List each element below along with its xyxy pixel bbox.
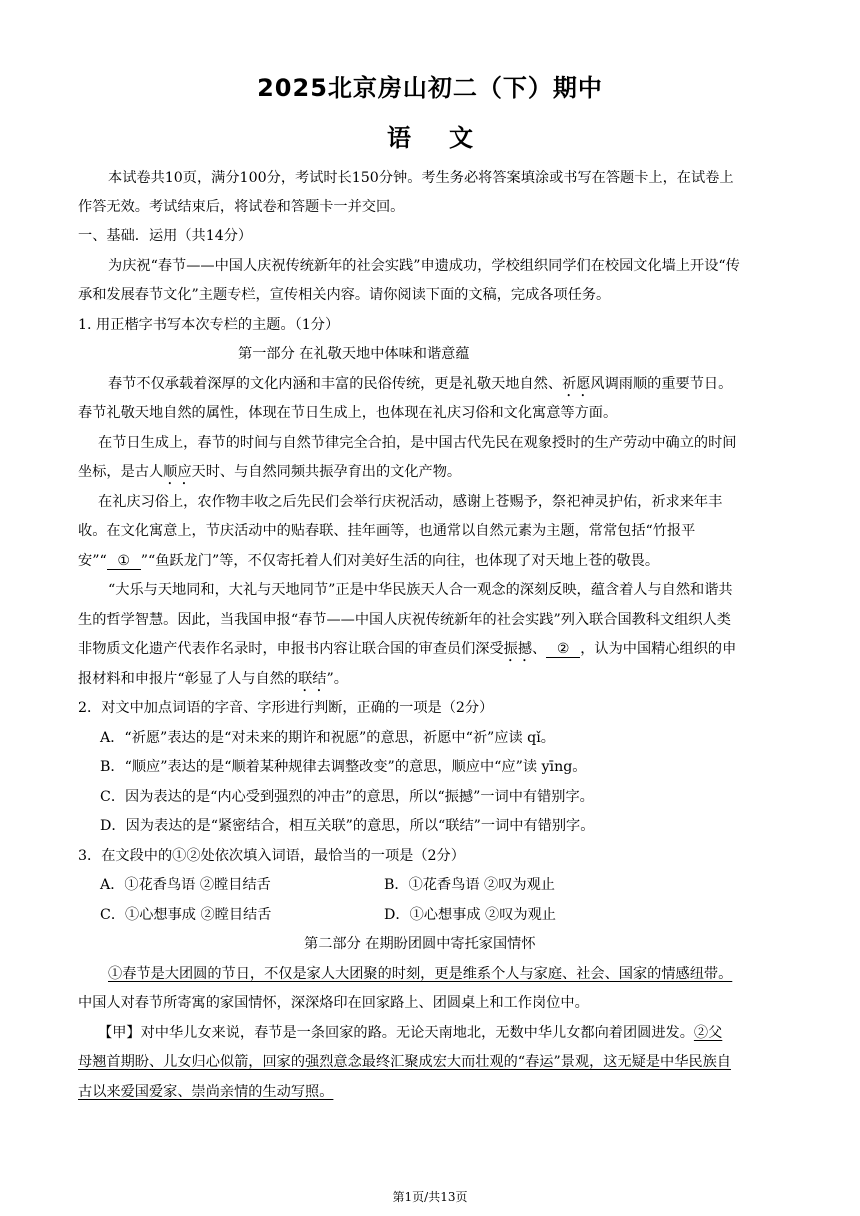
paragraph-line: 古以来爱国爱家、崇尚亲情的生动写照。 bbox=[78, 1084, 334, 1100]
q3-option-a[interactable]: A．①花香鸟语 ②瞠目结舌 bbox=[100, 877, 271, 893]
underlined-sentence-1: ①春节是大团圆的节日，不仅是家人大团聚的时刻，更是维系个人与家庭、社会、国家的情感纽带。 bbox=[108, 966, 733, 982]
paragraph-line: 在礼庆习俗上，农作物丰收之后先民们会举行庆祝活动，感谢上苍赐予，祭祀神灵护佑，祈求来年丰 bbox=[98, 494, 723, 510]
part2-heading: 第二部分 在期盼团圆中寄托家国情怀 bbox=[304, 936, 536, 952]
section-heading: 一、基础．运用（共14分） bbox=[78, 228, 253, 244]
intro-line-2: 作答无效。考试结束后，将试卷和答题卡一并交回。 bbox=[78, 199, 405, 215]
fill-blank-1: ① bbox=[107, 553, 141, 570]
q2-option-a[interactable]: A．“祈愿”表达的是“对未来的期许和祝愿”的意思，祈愿中“祈”应读 qǐ。 bbox=[100, 730, 555, 746]
page-title: 2025北京房山初二（下）期中 bbox=[257, 74, 603, 102]
paragraph-line: 非物质文化遗产代表作名录时，申报书内容让联合国的审查员们深受振撼、 ② ，认为中国精心组织的申 bbox=[78, 641, 737, 657]
paragraph-line: 母翘首期盼、儿女归心似箭，回家的强烈意念最终汇聚成宏大而壮观的“春运”景观，这无疑是中华民族自 bbox=[78, 1054, 731, 1070]
section-intro-2: 承和发展春节文化”主题专栏，宣传相关内容。请你阅读下面的文稿，完成各项任务。 bbox=[78, 287, 611, 303]
paragraph-line: 收。在文化寓意上，节庆活动中的贴春联、挂年画等，也通常以自然元素为主题，常常包括“竹报平 bbox=[78, 523, 696, 539]
paragraph-line: 报材料和申报片“彰显了人与自然的联结”。 bbox=[78, 671, 348, 687]
paragraph-line: 春节不仅承载着深厚的文化内涵和丰富的民俗传统，更是礼敬天地自然、祈愿风调雨顺的重要节日。 bbox=[108, 376, 733, 392]
q2-option-b[interactable]: B．“顺应”表达的是“顺着某种规律去调整改变”的意思，顺应中“应”读 yīng。 bbox=[100, 759, 587, 775]
part1-heading: 第一部分 在礼敬天地中体味和谐意蕴 bbox=[238, 346, 470, 362]
paragraph-line: 【甲】对中华儿女来说，春节是一条回家的路。无论天南地北，无数中华儿女都向着团圆进发。②父 bbox=[98, 1025, 723, 1041]
question-1: 1. 用正楷字书写本次专栏的主题。（1分） bbox=[78, 317, 340, 333]
intro-line-1: 本试卷共10页，满分100分，考试时长150分钟。考生务必将答案填涂或书写在答题卡上，在试卷上 bbox=[108, 170, 734, 186]
q3-option-d[interactable]: D．①心想事成 ②叹为观止 bbox=[384, 907, 556, 923]
q2-option-c[interactable]: C．因为表达的是“内心受到强烈的冲击”的意思，所以“振撼”一词中有错别字。 bbox=[100, 789, 594, 805]
paragraph-line: 中国人对春节所寄寓的家国情怀，深深烙印在回家路上、团圆桌上和工作岗位中。 bbox=[78, 995, 589, 1011]
question-3: 3．在文段中的①②处依次填入词语，最恰当的一项是（2分） bbox=[78, 848, 465, 864]
page-number: 第1页/共13页 bbox=[392, 1190, 468, 1204]
emphasis-word: 祈愿 bbox=[562, 376, 591, 392]
paragraph-line: 春节礼敬天地自然的属性，体现在节日生成上，也体现在礼庆习俗和文化寓意等方面。 bbox=[78, 405, 618, 421]
paragraph-line bbox=[78, 964, 812, 984]
emphasis-word: 振撼 bbox=[503, 641, 533, 657]
emphasis-word: 联结 bbox=[298, 671, 327, 687]
emphasis-word: 顺应 bbox=[163, 464, 192, 480]
paragraph-line: 在节日生成上，春节的时间与自然节律完全合拍，是中国古代先民在观象授时的生产劳动中确立的时间 bbox=[98, 435, 737, 451]
paragraph-line: 生的哲学智慧。因此，当我国申报“春节——中国人庆祝传统新年的社会实践”列入联合国教科文组织人类 bbox=[78, 612, 731, 628]
underlined-sentence-2: ②父 bbox=[693, 1025, 723, 1041]
q3-option-c[interactable]: C．①心想事成 ②瞠目结舌 bbox=[100, 907, 272, 923]
question-2: 2．对文中加点词语的字音、字形进行判断，正确的一项是（2分） bbox=[78, 700, 494, 716]
q3-option-b[interactable]: B．①花香鸟语 ②叹为观止 bbox=[384, 877, 555, 893]
fill-blank-2: ② bbox=[546, 641, 580, 658]
q2-option-d[interactable]: D．因为表达的是“紧密结合，相互关联”的意思，所以“联结”一词中有错别字。 bbox=[100, 818, 595, 834]
section-intro-1: 为庆祝“春节——中国人庆祝传统新年的社会实践”申遗成功，学校组织同学们在校园文化墙上开设“传 bbox=[108, 258, 740, 274]
subject-title: 语文 bbox=[387, 124, 511, 152]
paragraph-line: “大乐与天地同和，大礼与天地同节”正是中华民族天人合一观念的深刻反映，蕴含着人与自然和谐共 bbox=[108, 582, 733, 598]
paragraph-line: 安”“ ① ”“鱼跃龙门”等，不仅寄托着人们对美好生活的向往，也体现了对天地上苍的敬畏。 bbox=[78, 553, 660, 569]
paragraph-line: 坐标，是古人顺应天时、与自然同频共振孕育出的文化产物。 bbox=[78, 464, 462, 480]
